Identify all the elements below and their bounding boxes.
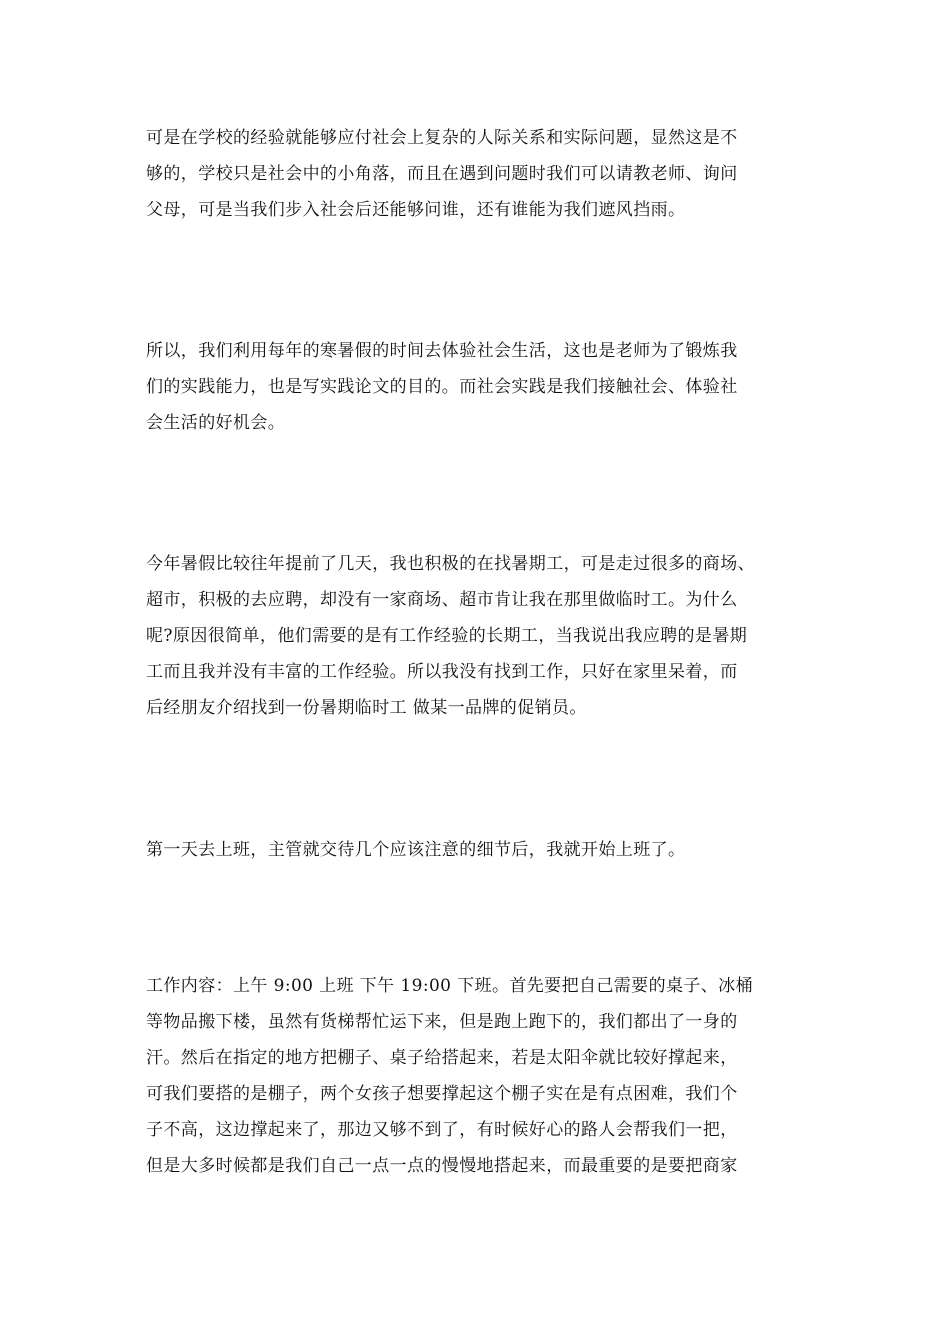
text-line: 工作内容：上午 9:00 上班 下午 19:00 下班。首先要把自己需要的桌子、冰桶 <box>146 976 753 996</box>
text-line: 够的，学校只是社会中的小角落，而且在遇到问题时我们可以请教老师、询问 <box>146 164 738 184</box>
text-line: 汗。然后在指定的地方把棚子、桌子给搭起来，若是太阳伞就比较好撑起来， <box>146 1048 738 1068</box>
text-line: 可是在学校的经验就能够应付社会上复杂的人际关系和实际问题，显然这是不 <box>146 128 738 148</box>
paragraph-5 <box>146 968 810 1184</box>
text-line: 后经朋友介绍找到一份暑期临时工 做某一品牌的促销员。 <box>146 698 587 718</box>
text-line: 子不高，这边撑起来了，那边又够不到了，有时候好心的路人会帮我们一把， <box>146 1120 738 1140</box>
text-line: 第一天去上班，主管就交待几个应该注意的细节后，我就开始上班了。 <box>146 840 686 860</box>
paragraph-4 <box>146 832 810 868</box>
paragraph-3 <box>146 546 810 726</box>
text-line: 可我们要搭的是棚子，两个女孩子想要撑起这个棚子实在是有点困难，我们个 <box>146 1084 738 1104</box>
text-line: 所以，我们利用每年的寒暑假的时间去体验社会生活，这也是老师为了锻炼我 <box>146 341 738 361</box>
text-line: 工而且我并没有丰富的工作经验。所以我没有找到工作，只好在家里呆着，而 <box>146 662 738 682</box>
paragraph-2 <box>146 333 810 441</box>
text-line: 父母，可是当我们步入社会后还能够问谁，还有谁能为我们遮风挡雨。 <box>146 200 686 220</box>
text-line: 超市，积极的去应聘，却没有一家商场、超市肯让我在那里做临时工。为什么 <box>146 590 738 610</box>
text-line: 呢?原因很简单，他们需要的是有工作经验的长期工，当我说出我应聘的是暑期 <box>146 626 748 646</box>
text-line: 今年暑假比较往年提前了几天，我也积极的在找暑期工，可是走过很多的商场、 <box>146 554 755 574</box>
paragraph-1 <box>146 120 810 228</box>
text-line: 但是大多时候都是我们自己一点一点的慢慢地搭起来，而最重要的是要把商家 <box>146 1156 738 1176</box>
text-line: 等物品搬下楼，虽然有货梯帮忙运下来，但是跑上跑下的，我们都出了一身的 <box>146 1012 738 1032</box>
text-line: 会生活的好机会。 <box>146 413 286 433</box>
text-line: 们的实践能力，也是写实践论文的目的。而社会实践是我们接触社会、体验社 <box>146 377 738 397</box>
